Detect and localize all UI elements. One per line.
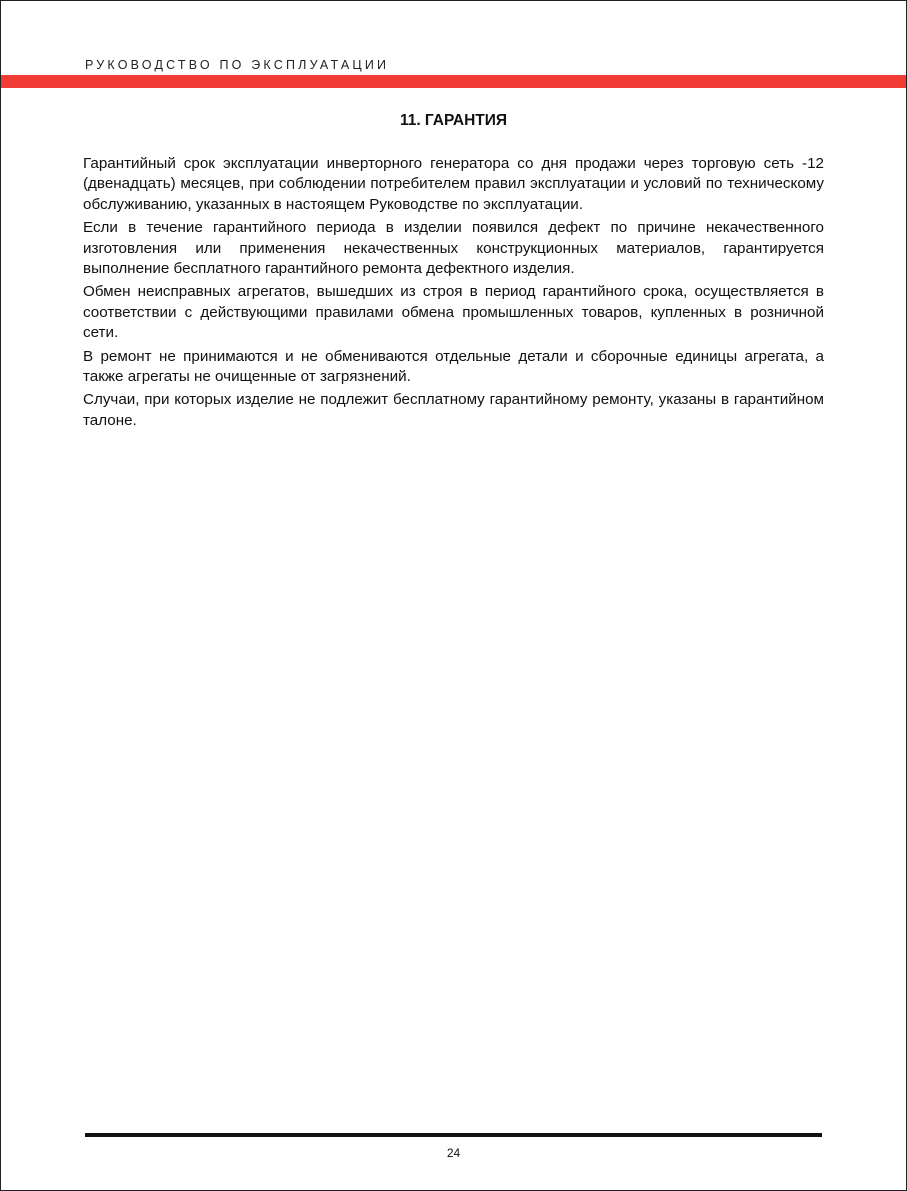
paragraph-exclusions: Случаи, при которых изделие не подлежит бесплатному гарантийному ремонту, указаны в гарантийном талоне. [83,391,824,429]
warranty-body-text [83,154,824,434]
footer-rule [85,1133,822,1137]
page-number: 24 [446,1146,461,1160]
paragraph-defect-repair: Если в течение гарантийного периода в изделии появился дефект по причине некачественного изготовления или применения некачественных конструкционных материалов, гарантируется выполнение бесплатного гарантийного ремонта дефектного изделия. [83,219,824,278]
running-header: РУКОВОДСТВО ПО ЭКСПЛУАТАЦИИ [85,58,390,72]
section-title: 11. ГАРАНТИЯ [399,112,508,129]
paragraph-not-accepted: В ремонт не принимаются и не обмениваются отдельные детали и сборочные единицы агрегата, а также агрегаты не очищенные от загрязнений. [83,347,824,386]
header-red-band [1,75,906,88]
paragraph-exchange: Обмен неисправных агрегатов, вышедших из строя в период гарантийного срока, осуществляется в соответствии с действующими правилами обмена промышленных товаров, купленных в розничной сети. [83,283,824,342]
paragraph-warranty-period: Гарантийный срок эксплуатации инверторного генератора со дня продажи через торговую сеть -12 (двенадцать) месяцев, при соблюдении потребителем правил эксплуатации и условий по техническому обслуживанию, указанных в настоящем Руководстве по эксплуатации. [83,155,824,213]
